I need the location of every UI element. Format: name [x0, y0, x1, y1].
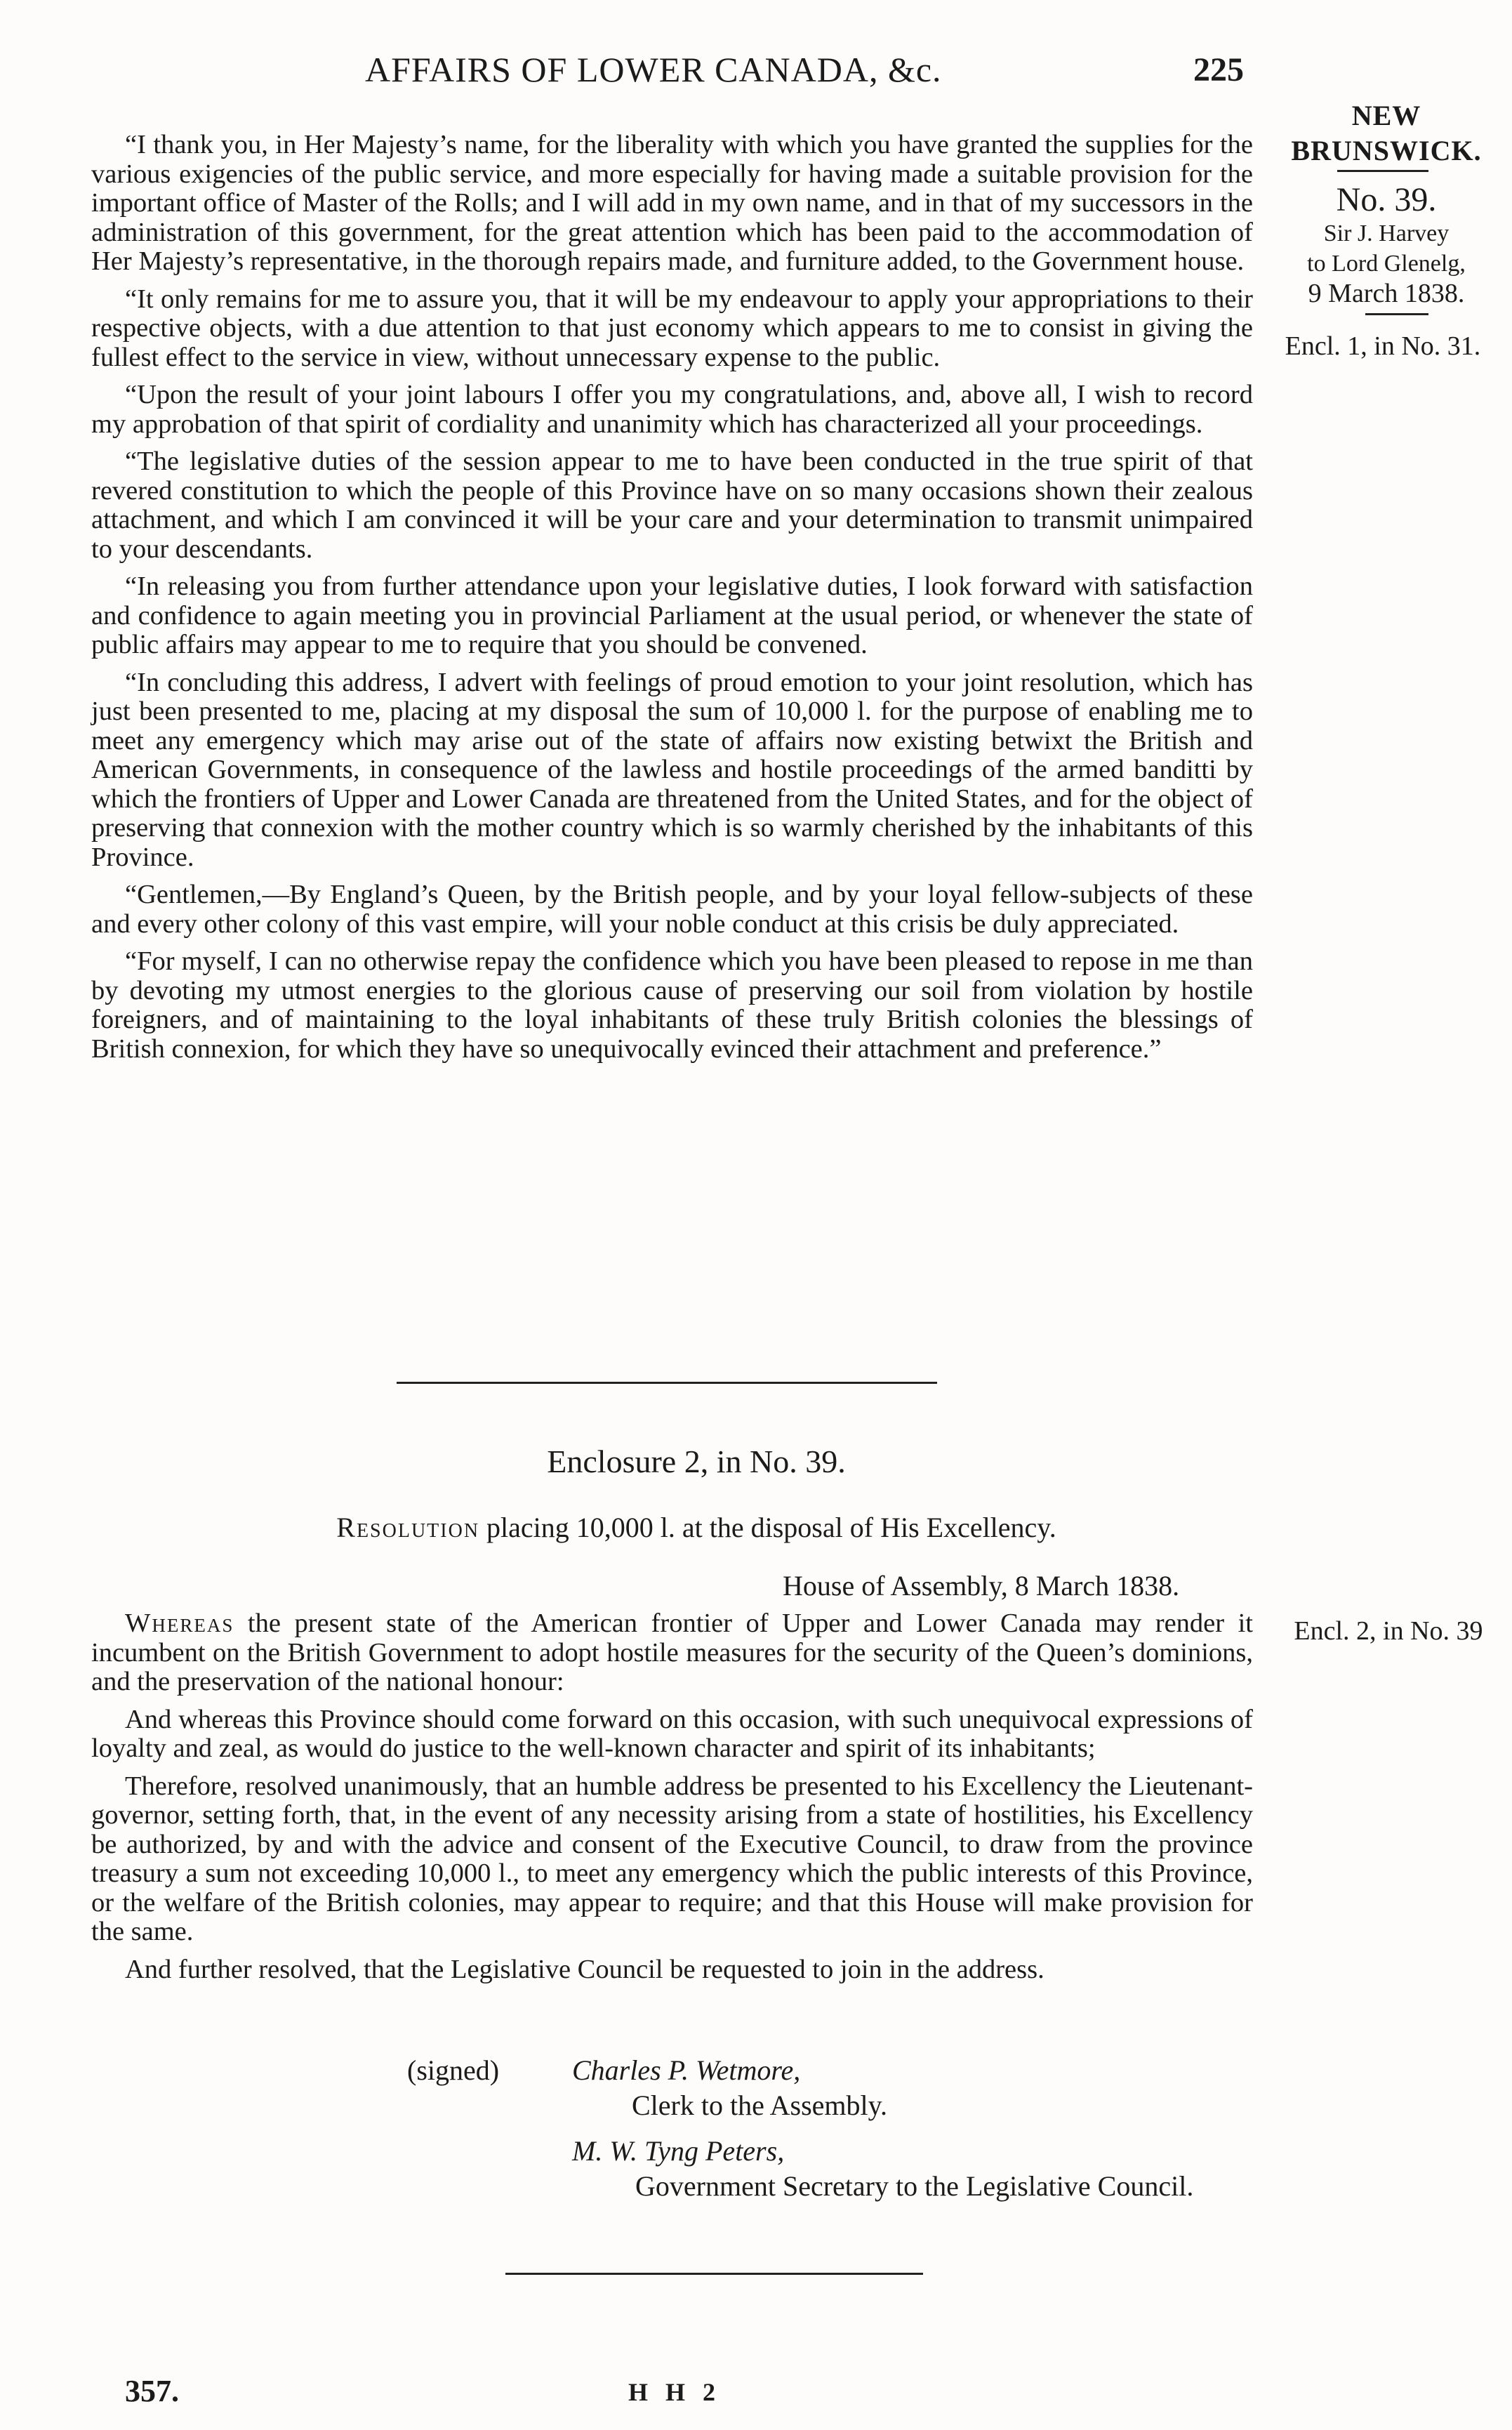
margin-enclosure-2-ref: Encl. 2, in No. 39	[1294, 1616, 1483, 1646]
signatory-name: M. W. Tyng Peters,	[572, 2135, 785, 2167]
resolution-paragraph: Therefore, resolved unanimously, that an humble address be presented to his Excellency the Lieutenant-governor, setting forth, that, in the event of any necessity arising from a state of hostilities, his Excellency be authorized, by and with the advice and consent of the Executive Council, to draw from the province treasury a sum not exceeding 10,000 l., to meet any emergency which the public interests of this Province, or the welfare of the British colonies, may appear to require; and that this House will make provision for the same.	[91, 1771, 1253, 1946]
signatory-name: Charles P. Wetmore,	[572, 2054, 801, 2086]
place-and-date: House of Assembly, 8 March 1838.	[783, 1570, 1180, 1602]
resolution-paragraph-text: the present state of the American frontier of Upper and Lower Canada may render it incumbent on the British Government to adopt hostile measures for the security of the Queen’s dominions, and the preservation of the national honour:	[91, 1609, 1254, 1696]
speech-paragraph: “In concluding this address, I advert with feelings of proud emotion to your joint resolution, which has just been presented to me, placing at my disposal the sum of 10,000 l. for the purpose of enabling me to meet any emergency which may arise out of the state of affairs now existing betwixt the British and American Governments, in consequence of the lawless and hostile proceedings of the armed banditti by which the frontiers of Upper and Lower Canada are threatened from the United States, and for the object of preserving that connexion with the mother country which is so warmly cherished by the inhabitants of this Province.	[91, 667, 1253, 872]
resolution-text	[91, 1609, 1253, 1993]
margin-enclosure-1-ref: Encl. 1, in No. 31.	[1285, 331, 1481, 361]
speech-paragraph: “For myself, I can no otherwise repay the confidence which you have been pleased to repose in me than by devoting my utmost energies to the glorious cause of preserving our soil from violation by hostile foreigners, and of maintaining to the loyal inhabitants of these truly British colonies the blessings of British connexion, for which they have so unequivocally evinced their attachment and preference.”	[91, 946, 1253, 1064]
margin-date: 9 March 1838.	[1308, 279, 1465, 308]
page-number: 225	[1193, 51, 1244, 88]
resolution-word: Resolution	[336, 1512, 480, 1543]
margin-region: NEW BRUNSWICK.	[1291, 100, 1482, 166]
whereas-word: Whereas	[125, 1609, 234, 1638]
section-divider	[397, 1382, 937, 1384]
speech-paragraph: “Gentlemen,—By England’s Queen, by the British people, and by your loyal fellow-subjects of these and every other colony of this vast empire, will your noble conduct at this crisis be duly appreciated.	[91, 880, 1253, 939]
running-title: AFFAIRS OF LOWER CANADA, &c.	[365, 50, 942, 89]
end-divider	[505, 2273, 923, 2275]
resolution-paragraph	[91, 1609, 1253, 1697]
enclosure-heading: Enclosure 2, in No. 39.	[547, 1444, 846, 1479]
speech-paragraph: “The legislative duties of the session appear to me to have been conducted in the true spirit of that revered constitution to which the people of this Province have on so many occasions shown their zealous attachment, and which I am convinced it will be your care and your determination to transmit unimpaired to your descendants.	[91, 447, 1253, 564]
margin-rule	[1337, 170, 1428, 172]
margin-to: to Lord Glenelg,	[1307, 251, 1466, 277]
speech-paragraph: “I thank you, in Her Majesty’s name, for the liberality with which you have granted the supplies for the various exigencies of the public service, and more especially for having made a suitable provision for the important office of Master of the Rolls; and I will add in my own name, and in that of my successors in the administration of this government, for the great attention which has been paid to the accommodation of Her Majesty’s representative, in the thorough repairs made, and furniture added, to the Government house.	[91, 130, 1253, 276]
signed-label: (signed)	[407, 2054, 500, 2086]
margin-from: Sir J. Harvey	[1323, 220, 1450, 246]
sheet-number: 357.	[125, 2374, 179, 2408]
speech-paragraph: “Upon the result of your joint labours I offer you my congratulations, and, above all, I wish to record my approbation of that spirit of cordiality and unanimity which has characterized all your proceedings.	[91, 380, 1253, 439]
signatory-title: Clerk to the Assembly.	[632, 2089, 888, 2121]
signatory-title: Government Secretary to the Legislative Council.	[635, 2170, 1194, 2202]
margin-document-number: No. 39.	[1336, 181, 1437, 218]
signature-mark: H H 2	[628, 2378, 722, 2406]
margin-rule-short	[1365, 313, 1428, 315]
resolution-title	[0, 1511, 1512, 1544]
resolution-paragraph: And whereas this Province should come forward on this occasion, with such unequivocal expressions of loyalty and zeal, as would do justice to the well-known character and spirit of its inhabitants;	[91, 1704, 1253, 1763]
speech-paragraph: “In releasing you from further attendance upon your legislative duties, I look forward with satisfaction and confidence to again meeting you in provincial Parliament at the usual period, or whenever the state of public affairs may appear to me to require that you should be convened.	[91, 572, 1253, 659]
resolution-subtitle: placing 10,000 l. at the disposal of His Excellency.	[486, 1512, 1056, 1543]
speech-text	[91, 131, 1253, 1072]
speech-paragraph: “It only remains for me to assure you, that it will be my endeavour to apply your appropriations to their respective objects, with a due attention to that just economy which appears to me to consist in giving the fullest effect to the service in view, without unnecessary expense to the public.	[91, 284, 1253, 372]
resolution-paragraph: And further resolved, that the Legislative Council be requested to join in the address.	[125, 1954, 1045, 1984]
